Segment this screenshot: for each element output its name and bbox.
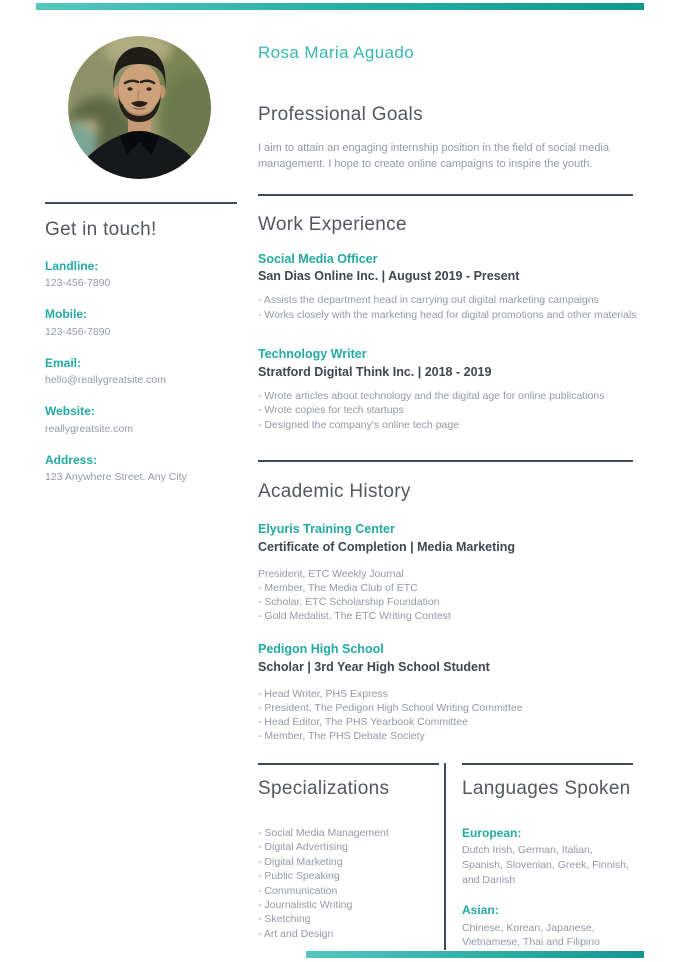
languages-divider xyxy=(462,763,633,765)
job-title: Social Media Officer xyxy=(258,251,378,266)
sidebar-divider xyxy=(45,202,237,204)
contact-item-mobile xyxy=(45,307,237,339)
contact-sidebar xyxy=(45,202,237,485)
specialization-item: - Communication xyxy=(258,884,338,897)
professional-goals-text: I aim to attain an engaging internship position in the field of social media management. I hope to create online campaigns to inspire the youth. xyxy=(258,142,609,171)
job-bullet: - Wrote articles about technology and the digital age for online publications xyxy=(258,389,605,402)
academic-history-heading: Academic History xyxy=(258,480,411,502)
school-degree: Certificate of Completion | Media Marketing xyxy=(258,540,516,555)
school-degree: Scholar | 3rd Year High School Student xyxy=(258,660,490,675)
job-bullet: - Wrote copies for tech startups xyxy=(258,404,404,417)
specializations-heading: Specializations xyxy=(258,778,390,800)
school-entry xyxy=(258,522,633,623)
contact-value: 123 Anywhere Street. Any City xyxy=(45,471,187,484)
contact-label: Website: xyxy=(45,404,95,419)
contact-item-email xyxy=(45,356,237,388)
contact-label: Mobile: xyxy=(45,307,87,322)
school-name: Pedigon High School xyxy=(258,642,384,657)
contact-heading: Get in touch! xyxy=(45,219,157,240)
school-achievement: - Scholar, ETC Scholarship Foundation xyxy=(258,596,440,609)
job-bullet: - Assists the department head in carrying out digital marketing campaigns xyxy=(258,294,599,307)
language-group-text: Chinese, Korean, Japanese, Vietnamese, Thai and Filipino xyxy=(462,921,600,949)
school-achievements xyxy=(258,687,633,744)
school-name: Elyuris Training Center xyxy=(258,522,395,537)
job-organization: San Dias Online Inc. | August 2019 - Present xyxy=(258,269,520,284)
language-group-label: European: xyxy=(462,826,522,841)
professional-goals-heading: Professional Goals xyxy=(258,104,423,126)
job-bullets xyxy=(258,293,640,322)
school-achievement: - Gold Medalist, The ETC Writing Contest xyxy=(258,610,451,623)
job-bullets xyxy=(258,389,640,433)
specialization-item: - Public Speaking xyxy=(258,870,340,883)
school-achievement: - Member, The PHS Debate Society xyxy=(258,730,425,743)
main-divider xyxy=(258,460,633,462)
bottom-two-column-section xyxy=(258,763,633,950)
job-bullet: - Designed the company's online tech page xyxy=(258,419,460,432)
specialization-item: - Art and Design xyxy=(258,927,334,940)
school-achievement: President, ETC Weekly Journal xyxy=(258,567,404,580)
contact-value: 123-456-7890 xyxy=(45,325,111,338)
specialization-item: - Digital Marketing xyxy=(258,855,343,868)
specializations-list xyxy=(258,826,439,941)
contact-item-landline xyxy=(45,259,237,291)
school-achievement: - Member, The Media Club of ETC xyxy=(258,581,418,594)
specialization-item: - Journalistic Writing xyxy=(258,898,353,911)
languages-heading: Languages Spoken xyxy=(462,778,631,800)
contact-value: hello@reallygreatsite.com xyxy=(45,374,166,387)
school-achievements xyxy=(258,567,633,624)
contact-label: Landline: xyxy=(45,258,99,273)
contact-label: Email: xyxy=(45,355,82,370)
job-entry xyxy=(258,347,633,432)
specialization-item: - Social Media Management xyxy=(258,827,389,840)
specializations-column xyxy=(258,763,439,950)
contact-value: 123-456-7890 xyxy=(45,277,111,290)
languages-column xyxy=(462,763,633,950)
school-achievement: - President, The Pedigon High School Writing Committee xyxy=(258,701,523,714)
bottom-accent-bar xyxy=(306,951,644,958)
specializations-divider xyxy=(258,763,439,765)
job-title: Technology Writer xyxy=(258,347,367,362)
job-bullet: - Works closely with the marketing head for digital promotions and other materials xyxy=(258,308,637,321)
main-divider xyxy=(258,194,633,196)
contact-item-website xyxy=(45,404,237,436)
person-name: Rosa Maria Aguado xyxy=(258,43,415,62)
school-entry xyxy=(258,642,633,743)
portrait-illustration xyxy=(68,36,211,179)
language-group-text: Dutch Irish, German, Italian, Spanish, Slovenian, Greek, Finnish, and Danish xyxy=(462,844,629,887)
profile-photo xyxy=(68,36,211,179)
specialization-item: - Digital Advertising xyxy=(258,841,348,854)
language-group-label: Asian: xyxy=(462,903,499,918)
contact-value: reallygreatsite.com xyxy=(45,422,134,435)
work-experience-heading: Work Experience xyxy=(258,214,407,236)
school-achievement: - Head Writer, PHS Express xyxy=(258,687,388,700)
contact-label: Address: xyxy=(45,453,98,467)
school-achievement: - Head Editor, The PHS Yearbook Committee xyxy=(258,715,468,728)
specialization-item: - Sketching xyxy=(258,913,311,926)
main-column xyxy=(258,0,637,950)
vertical-divider xyxy=(444,763,446,950)
contact-item-address xyxy=(45,453,237,485)
job-entry xyxy=(258,251,637,323)
job-organization: Stratford Digital Think Inc. | 2018 - 2019 xyxy=(258,365,492,380)
